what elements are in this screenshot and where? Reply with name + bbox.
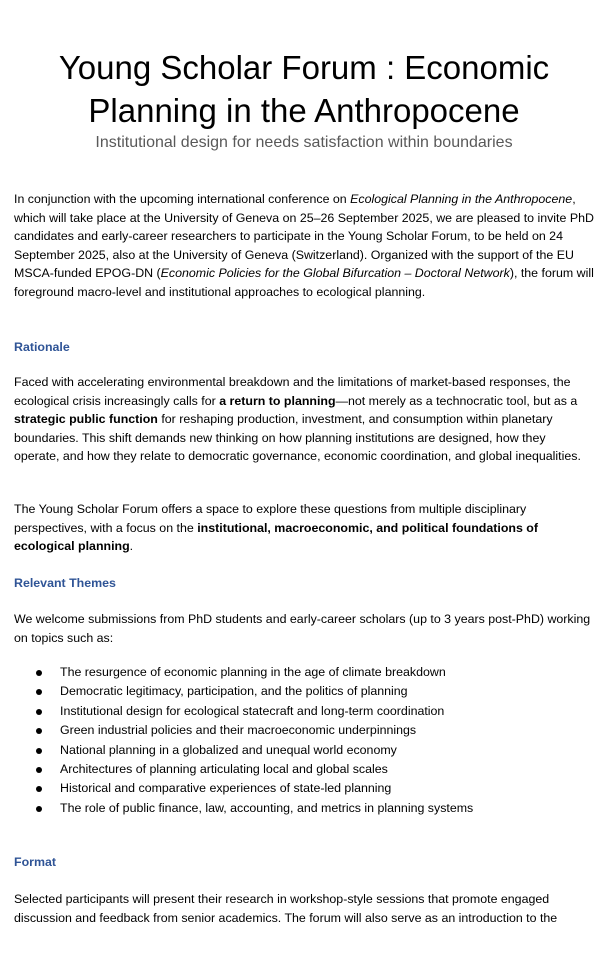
rationale2-text-a: The Young Scholar Forum offers a space to explore these questions from multiple disciplinary perspectives, with a focus on the [14, 502, 527, 535]
document-title [0, 46, 608, 132]
format-paragraph: Selected participants will present their research in workshop-style sessions that promote engaged discussion and feedback from senior academics. The forum will also serve as an introduction to the [14, 892, 558, 925]
rationale-bold-return: a return to planning [219, 393, 336, 408]
list-item [14, 702, 594, 721]
rationale-bold-strategic: strategic public function [14, 412, 158, 427]
bullet-icon [36, 728, 42, 734]
theme-text: Institutional design for ecological statecraft and long-term coordination [60, 703, 445, 718]
format-heading: Format [14, 855, 56, 869]
bullet-icon [36, 806, 42, 812]
theme-text: Architectures of planning articulating local and global scales [60, 762, 388, 777]
rationale-paragraph-1 [14, 373, 594, 466]
list-item [14, 682, 594, 701]
themes-intro: We welcome submissions from PhD students and early-career scholars (up to 3 years post-PhD) working on topics such as: [14, 612, 591, 645]
rationale-text-c: for reshaping production, investment, and consumption within planetary boundaries. This shift demands new thinking on how planning institutions are designed, how they operate, and how they relate to democratic governance, economic coordination, and global inequalities. [14, 412, 581, 464]
list-item [14, 779, 594, 798]
rationale-text-b: —not merely as a technocratic tool, but as a [335, 393, 578, 408]
intro-text-1: In conjunction with the upcoming international conference on [14, 192, 351, 206]
bullet-icon [36, 786, 42, 792]
rationale2-bold: institutional, macroeconomic, and political foundations of ecological planning [14, 520, 538, 554]
bullet-icon [36, 748, 42, 754]
intro-text-3: ), the forum will foreground macro-level and institutional approaches to ecological planning. [14, 266, 594, 299]
rationale2-text-b: . [129, 539, 134, 554]
bullet-icon [36, 689, 42, 695]
theme-text: Democratic legitimacy, participation, and the politics of planning [60, 684, 408, 699]
intro-text-2: , which will take place at the University of Geneva on 25–26 September 2025, we are pleased to invite PhD candidates and early-career researchers to participate in the Young Scholar Forum, to be held on 24 September 2025, also at the University of Geneva (Switzerland). Organized with the support of the EU MSCA-funded EPOG-DN ( [14, 192, 594, 281]
themes-list [14, 663, 594, 818]
theme-text: Historical and comparative experiences of state-led planning [60, 781, 392, 796]
intro-paragraph [14, 190, 594, 302]
theme-text: Green industrial policies and their macroeconomic underpinnings [60, 723, 417, 738]
network-name: Economic Policies for the Global Bifurcation – Doctoral Network [160, 266, 510, 281]
list-item [14, 799, 594, 818]
bullet-icon [36, 767, 42, 773]
title-line-1: Young Scholar Forum : Economic [58, 49, 550, 86]
bullet-icon [36, 670, 42, 676]
conference-name: Ecological Planning in the Anthropocene [350, 192, 573, 206]
list-item [14, 760, 594, 779]
title-line-2: Planning in the Anthropocene [88, 92, 520, 129]
document-subtitle: Institutional design for needs satisfaction within boundaries [95, 134, 513, 151]
theme-text: National planning in a globalized and unequal world economy [60, 742, 397, 757]
list-item [14, 741, 594, 760]
list-item [14, 721, 594, 740]
theme-text: The role of public finance, law, accounting, and metrics in planning systems [60, 800, 474, 815]
list-item [14, 663, 594, 682]
rationale-heading: Rationale [14, 340, 70, 354]
rationale-text-a: Faced with accelerating environmental breakdown and the limitations of market-based responses, the ecological crisis increasingly calls for [14, 375, 571, 408]
themes-heading: Relevant Themes [14, 576, 116, 590]
bullet-icon [36, 709, 42, 715]
theme-text: The resurgence of economic planning in the age of climate breakdown [60, 665, 446, 679]
rationale-paragraph-2 [14, 500, 594, 556]
